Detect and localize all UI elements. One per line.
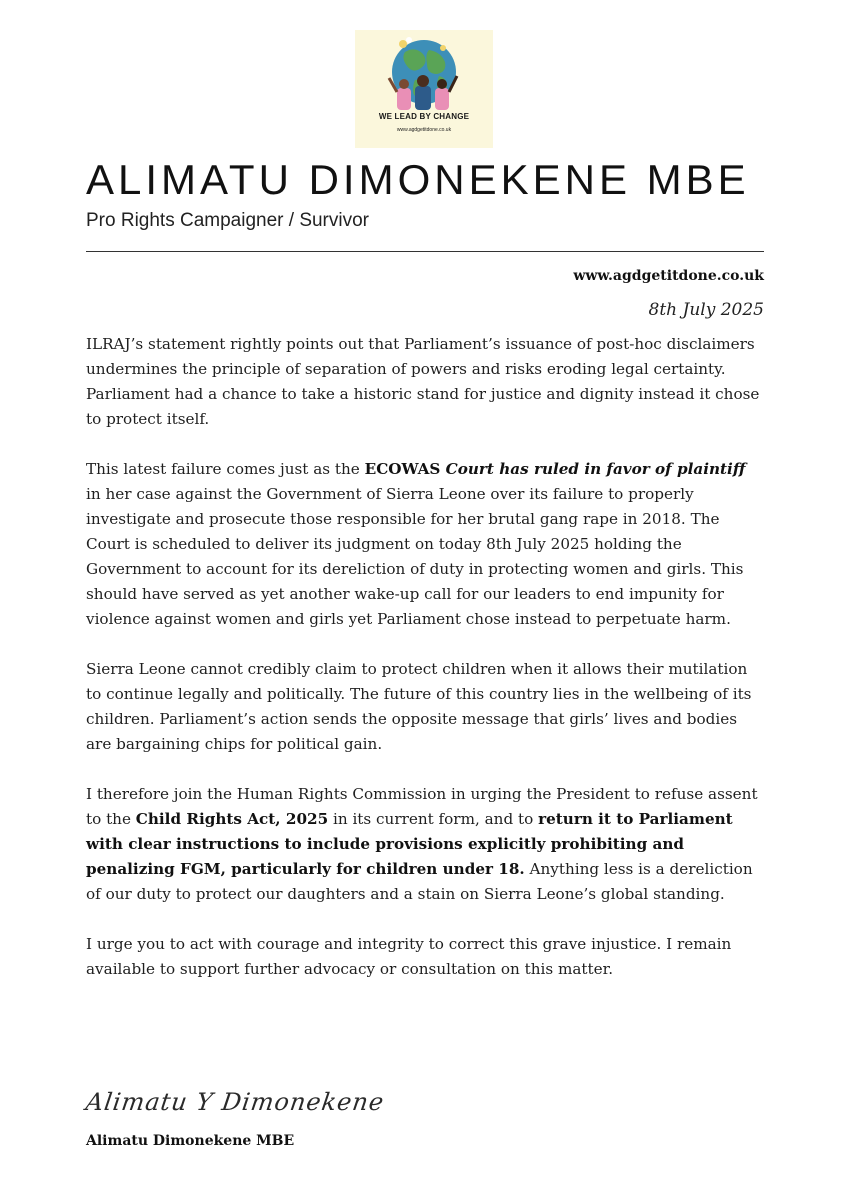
letter-date: 8th July 2025 [648,300,764,320]
paragraph-4-act: Child Rights Act, 2025 [135,810,329,828]
author-role: Pro Rights Campaigner / Survivor [86,210,369,231]
logo-url: www.agdgetitdone.co.uk [396,127,452,133]
paragraph-2-pre: This latest failure comes just as the [86,460,365,478]
paragraph-4-mid: in its current form, and to [328,810,539,828]
paragraph-5: I urge you to act with courage and integrity to correct this grave injustice. I remain available to support further advocacy or consultation on this matter. [86,935,732,978]
paragraph-2-bolditalic: Court has ruled in favor of plaintiff [445,460,746,478]
paragraph-1: ILRAJ’s statement rightly points out that Parliament’s issuance of post-hoc disclaimers undermines the principle of separation of powers and risks eroding legal certainty. Parliament had a chance to take a historic stand for justice and dignity instead it chose to protect itself. [86,335,760,428]
website-link[interactable]: www.agdgetitdone.co.uk [573,268,764,284]
paragraph-2 [86,457,764,632]
author-name: ALIMATU DIMONEKENE MBE [86,156,750,203]
paragraph-4-demand: return it to Parliament with clear instructions to include provisions explicitly prohibiting and penalizing FGM, particularly for children under 18. [86,810,733,878]
paragraph-2-post: in her case against the Government of Sierra Leone over its failure to properly investigate and prosecute those responsible for her brutal gang rape in 2018. The Court is scheduled to deliver its judgment on today 8th July 2025 holding the Government to account for its dereliction of duty in protecting women and girls. This should have served as yet another wake-up call for our leaders to end impunity for violence against women and girls yet Parliament chose instead to perpetuate harm. [86,485,744,628]
letter-body [86,332,764,1007]
logo [355,30,493,148]
paragraph-4-pre: I therefore join the Human Rights Commission in urging the President to refuse assent to the [86,785,758,828]
logo-tagline: WE LEAD BY CHANGE [378,112,470,121]
header-divider [86,251,764,252]
handwritten-signature: Alimatu Y Dimonekene [84,1088,387,1116]
signatory-name: Alimatu Dimonekene MBE [86,1133,295,1149]
paragraph-4-post: Anything less is a dereliction of our duty to protect our daughters and a stain on Sierra Leone’s global standing. [86,860,753,903]
paragraph-3: Sierra Leone cannot credibly claim to protect children when it allows their mutilation to continue legally and politically. The future of this country lies in the wellbeing of its children. Parliament’s action sends the opposite message that girls’ lives and bodies are bargaining chips for political gain. [86,660,752,753]
paragraph-2-bold: ECOWAS [364,460,446,478]
paragraph-4 [86,782,764,907]
